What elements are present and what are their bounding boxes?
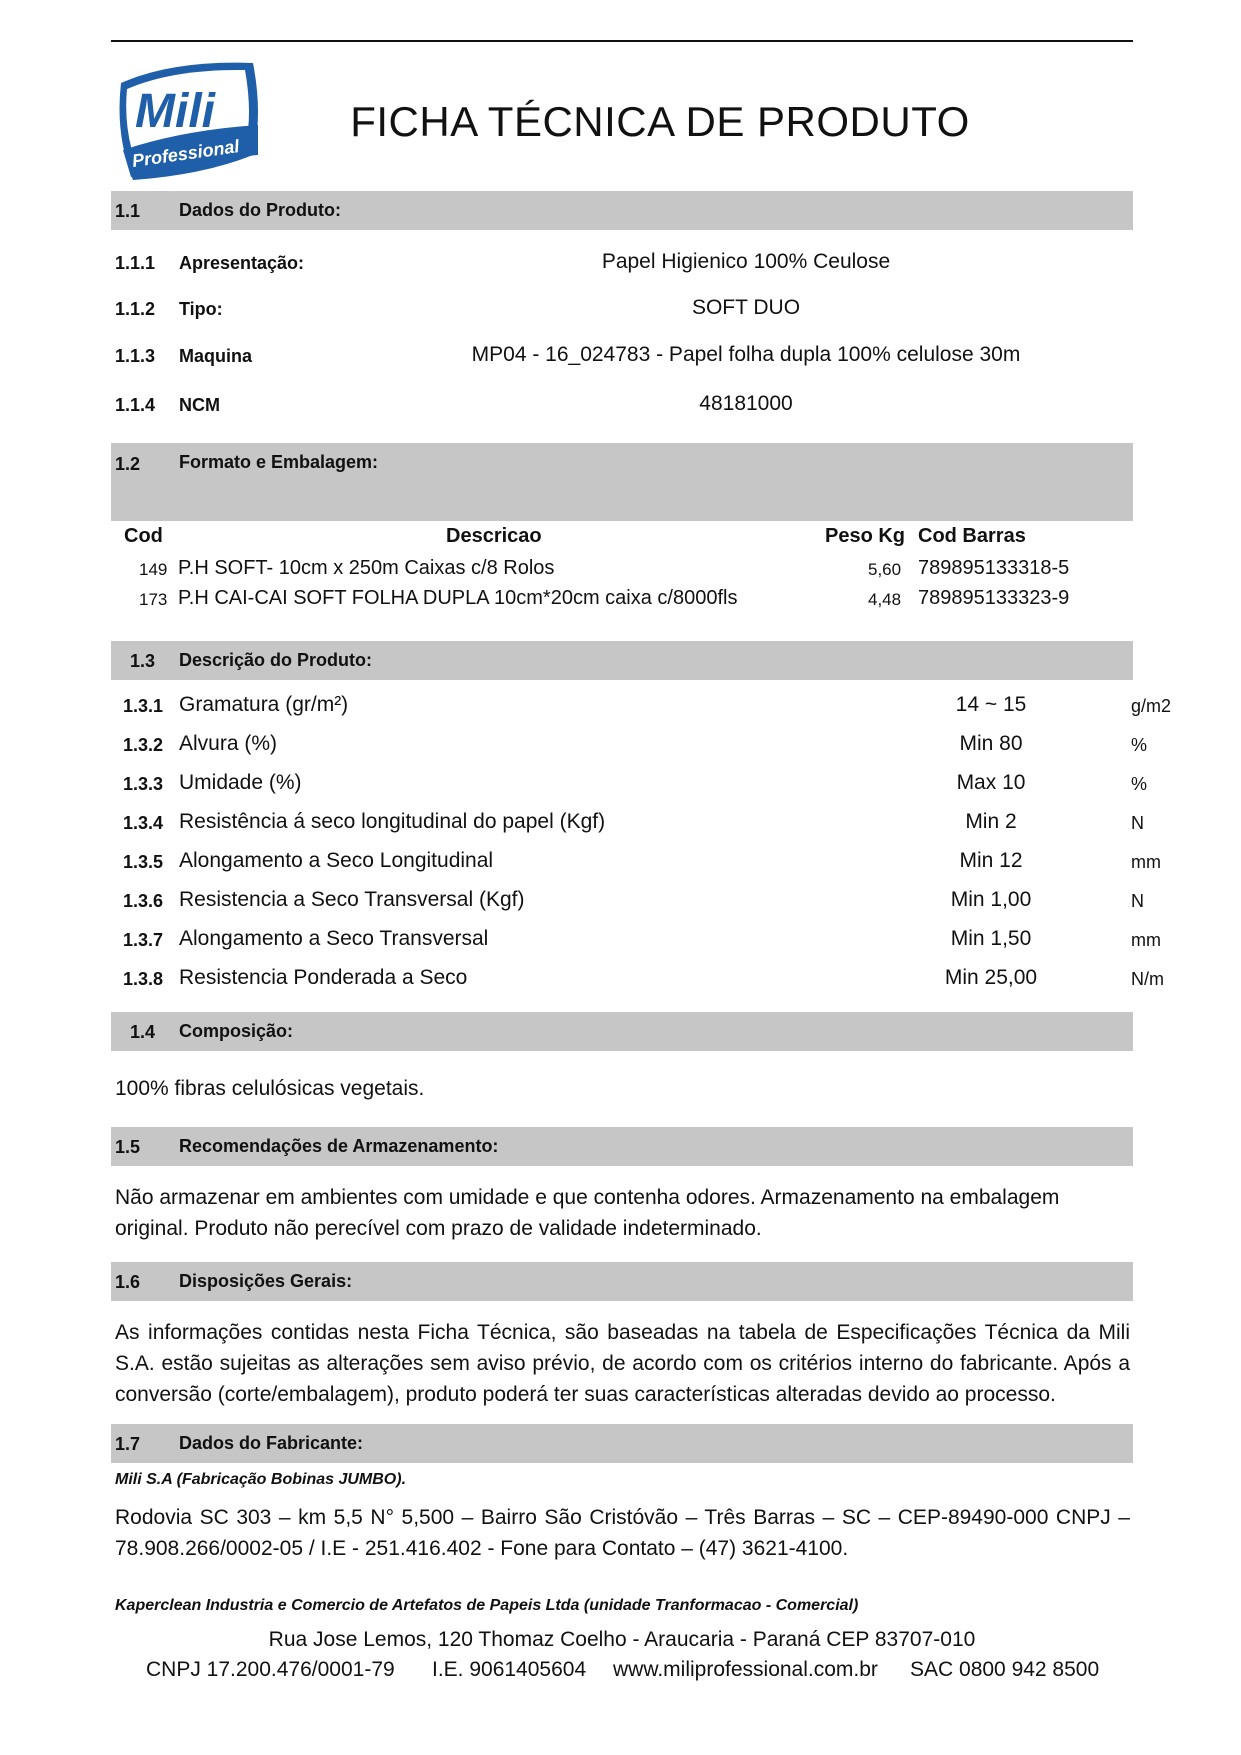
row-unit: mm: [1131, 852, 1161, 872]
table-cell-peso: 4,48: [868, 590, 902, 609]
row-number: 1.3.6: [123, 891, 164, 911]
section-number: 1.4: [130, 1022, 156, 1042]
footer-address: Rua Jose Lemos, 120 Thomaz Coelho - Araucaria - Paraná CEP 83707-010: [268, 1628, 976, 1651]
row-number: 1.3.1: [123, 696, 164, 716]
row-number: 1.1.3: [115, 346, 156, 366]
footer-ie: I.E. 9061405604: [432, 1658, 587, 1681]
composition-text: 100% fibras celulósicas vegetais.: [115, 1077, 425, 1100]
row-label: Resistencia a Seco Transversal (Kgf): [179, 888, 525, 911]
section-header-1-5: [111, 1127, 1133, 1166]
section-number: 1.1: [115, 201, 141, 221]
row-label: Maquina: [179, 346, 253, 366]
section-title: Recomendações de Armazenamento:: [179, 1136, 499, 1156]
footer-sac: SAC 0800 942 8500: [910, 1658, 1100, 1681]
mili-professional-logo: [113, 55, 263, 185]
section-title: Descrição do Produto:: [179, 650, 373, 670]
row-unit: g/m2: [1131, 696, 1172, 716]
footer-cnpj: CNPJ 17.200.476/0001-79: [146, 1658, 395, 1681]
row-number: 1.1.4: [115, 395, 156, 415]
row-value: Min 12: [959, 849, 1023, 872]
document-title: FICHA TÉCNICA DE PRODUTO: [350, 98, 970, 145]
row-value: Papel Higienico 100% Ceulose: [601, 250, 891, 273]
row-label: NCM: [179, 395, 220, 415]
row-number: 1.3.5: [123, 852, 164, 872]
section-title: Formato e Embalagem:: [179, 452, 379, 472]
section-header-1-2: [111, 443, 1133, 521]
table-cell-cod: 173: [139, 590, 168, 609]
table-cell-cod-barras: 789895133323-9: [918, 587, 1070, 609]
row-unit: mm: [1131, 930, 1161, 950]
column-header-descricao: Descricao: [446, 525, 542, 547]
row-value: Max 10: [956, 771, 1026, 794]
table-cell-cod: 149: [139, 560, 168, 579]
table-cell-descricao: P.H SOFT- 10cm x 250m Caixas c/8 Rolos: [178, 557, 555, 579]
column-header-cod-barras: Cod Barras: [918, 525, 1026, 547]
storage-text: Não armazenar em ambientes com umidade e que contenha odores. Armazenamento na embalagem original. Produto não perecível com prazo de validade indeterminado.: [115, 1186, 1060, 1240]
table-cell-descricao: P.H CAI-CAI SOFT FOLHA DUPLA 10cm*20cm caixa c/8000fls: [178, 587, 738, 609]
section-header-1-7: [111, 1424, 1133, 1463]
row-value: 14 ~ 15: [955, 693, 1027, 716]
footer-company: Kaperclean Industria e Comercio de Artefatos de Papeis Ltda (unidade Tranformacao - Comercial): [115, 1597, 859, 1614]
section-number: 1.5: [115, 1137, 141, 1157]
section-number: 1.3: [130, 651, 156, 671]
section-number: 1.2: [115, 454, 141, 474]
svg-text:Mili: Mili: [135, 85, 215, 138]
row-value: SOFT DUO: [691, 296, 801, 319]
row-label: Alvura (%): [179, 732, 278, 755]
row-value: Min 80: [959, 732, 1023, 755]
row-number: 1.3.8: [123, 969, 164, 989]
table-cell-cod-barras: 789895133318-5: [918, 557, 1070, 579]
row-unit: %: [1131, 774, 1148, 794]
table-cell-peso: 5,60: [868, 560, 902, 579]
section-header-1-1: [111, 191, 1133, 230]
row-label: Alongamento a Seco Longitudinal: [179, 849, 494, 872]
manufacturer-name: Mili S.A (Fabricação Bobinas JUMBO).: [115, 1471, 407, 1488]
row-unit: N: [1131, 891, 1144, 911]
row-value: 48181000: [699, 392, 793, 415]
row-label: Umidade (%): [179, 771, 302, 794]
section-header-1-3: [111, 641, 1133, 680]
row-number: 1.1.2: [115, 299, 156, 319]
section-title: Composição:: [179, 1021, 294, 1041]
row-label: Resistencia Ponderada a Seco: [179, 966, 468, 989]
row-number: 1.3.2: [123, 735, 164, 755]
svg-text:Professional: Professional: [130, 136, 241, 171]
section-header-1-4: [111, 1012, 1133, 1051]
section-number: 1.6: [115, 1272, 141, 1292]
footer-website-link[interactable]: www.miliprofessional.com.br: [613, 1658, 878, 1681]
section-number: 1.7: [115, 1434, 141, 1454]
row-label: Apresentação:: [179, 253, 305, 273]
row-number: 1.3.7: [123, 930, 164, 950]
section-title: Disposições Gerais:: [179, 1271, 353, 1291]
column-header-peso: Peso Kg: [825, 525, 906, 547]
row-number: 1.1.1: [115, 253, 156, 273]
row-value: Min 25,00: [944, 966, 1038, 989]
row-unit: %: [1131, 735, 1148, 755]
row-label: Gramatura (gr/m²): [179, 693, 349, 716]
column-header-cod: Cod: [124, 525, 163, 547]
top-rule: [111, 40, 1133, 42]
row-value: MP04 - 16_024783 - Papel folha dupla 100% celulose 30m: [471, 343, 1021, 366]
section-title: Dados do Fabricante:: [179, 1433, 364, 1453]
row-value: Min 2: [965, 810, 1017, 833]
row-label: Tipo:: [179, 299, 223, 319]
row-value: Min 1,50: [950, 927, 1032, 950]
row-number: 1.3.4: [123, 813, 164, 833]
row-unit: N/m: [1131, 969, 1164, 989]
row-value: Min 1,00: [950, 888, 1032, 911]
row-number: 1.3.3: [123, 774, 164, 794]
row-label: Alongamento a Seco Transversal: [179, 927, 489, 950]
section-title: Dados do Produto:: [179, 200, 341, 220]
row-unit: N: [1131, 813, 1144, 833]
section-header-1-6: [111, 1262, 1133, 1301]
general-provisions-text: As informações contidas nesta Ficha Técnica, são baseadas na tabela de Especificações Técnica da Mili S.A. estão sujeitas as alterações sem aviso prévio, de acordo com os critérios interno do fabricante. Após a conversão (corte/embalagem), produto poderá ter suas características alteradas devido ao processo.: [115, 1321, 1130, 1406]
row-label: Resistência á seco longitudinal do papel (Kgf): [179, 810, 606, 833]
manufacturer-address: Rodovia SC 303 – km 5,5 N° 5,500 – Bairro São Cristóvão – Três Barras – SC – CEP-89490-000 CNPJ – 78.908.266/0002-05 / I.E - 251.416.402 - Fone para Contato – (47) 3621-4100.: [115, 1506, 1130, 1560]
